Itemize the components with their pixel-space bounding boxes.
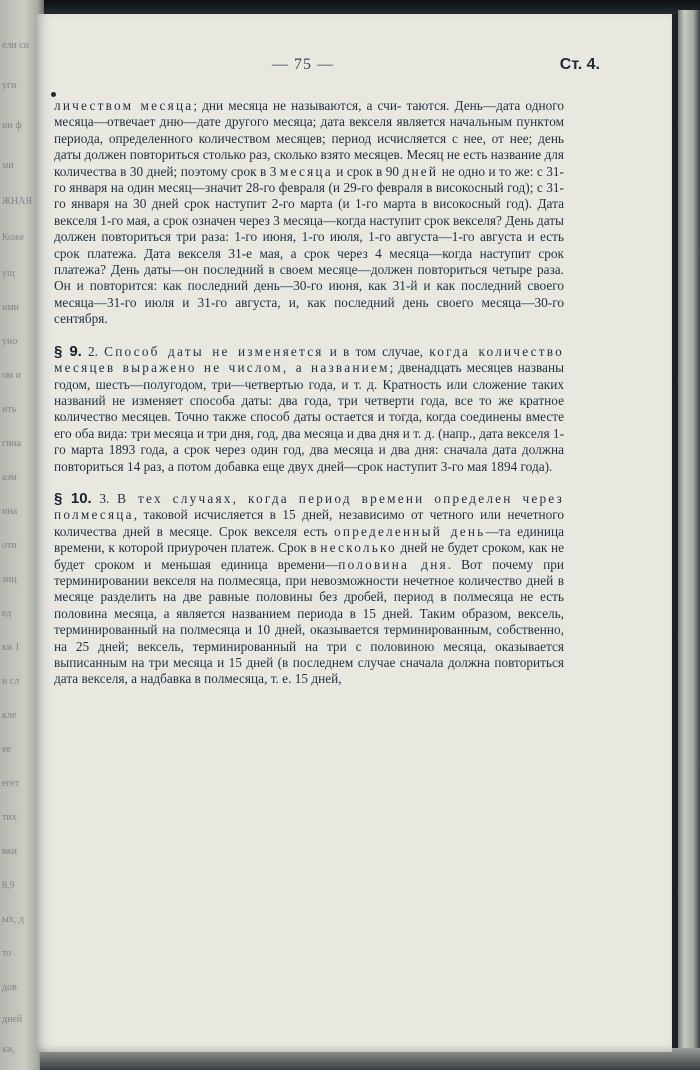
text-run: дней не будет сроком, как не будет сроком и меньшая единица времени— bbox=[54, 540, 564, 572]
left-fragment: Коже bbox=[2, 232, 25, 243]
section-label: § 9. bbox=[54, 342, 82, 360]
text-run: —та единица времени, к которой приурочен платеж. Срок в bbox=[54, 523, 565, 556]
left-fragment: ЖНАЯ bbox=[2, 196, 33, 207]
section-9-text bbox=[54, 344, 564, 475]
page-header bbox=[36, 56, 672, 80]
text-run: ; двенадцать месяцев названы годом, шесть—полугодом, три—четвертью года, и т. д. Кратность или сложение таких названий не изменяет способа даты: два года, три четверти года, все то же кратное количество месяцев. Точно также способ даты остается и тогда, когда соединены вместе его оба вида: три месяца и три дня, год, два месяца и два дня и т. д. (напр., дата векселя 1-го марта 1893 года, а срок через один год, два месяца и два дня: сначала дата должна повториться 14 раз, а потом добавка еще двух дней—срок наступит 3-го мая 1894 года). bbox=[54, 360, 564, 474]
left-fragment: тих bbox=[2, 812, 17, 823]
right-page-edge bbox=[678, 10, 700, 1070]
left-fragment: и сл bbox=[2, 676, 20, 687]
section-label: § 10. bbox=[54, 489, 92, 507]
left-fragment: кле bbox=[2, 710, 17, 721]
left-fragment: уно bbox=[2, 336, 18, 347]
left-fragment: зиц bbox=[2, 574, 17, 585]
left-fragment: ии ф bbox=[2, 120, 22, 131]
spaced-term: дней bbox=[402, 163, 439, 179]
bullet-mark-icon bbox=[51, 92, 56, 97]
spaced-term: В тех случаях, когда период времени определен через полмесяца bbox=[54, 490, 565, 523]
page-body bbox=[54, 98, 564, 704]
left-fragment: ых, д bbox=[2, 914, 24, 925]
left-fragment: азм bbox=[2, 472, 17, 483]
left-fragment: егет bbox=[2, 778, 20, 789]
section-10 bbox=[54, 491, 564, 688]
left-fragment: оти bbox=[2, 540, 17, 551]
spaced-term: месяца bbox=[279, 163, 333, 179]
spaced-term: Способ даты не изменяется bbox=[104, 343, 324, 359]
left-fragment: ом и bbox=[2, 370, 21, 381]
left-fragment: ущ bbox=[2, 268, 15, 279]
left-fragment: то bbox=[2, 948, 12, 959]
left-fragment: ина bbox=[2, 506, 18, 517]
left-fragment: ить bbox=[2, 404, 17, 415]
section-10-text bbox=[54, 491, 564, 688]
left-fragment: ед bbox=[2, 608, 12, 619]
section-9 bbox=[54, 344, 564, 475]
article-reference: Ст. 4. bbox=[559, 56, 600, 73]
spaced-term: определенный день bbox=[334, 523, 486, 539]
paragraph-text bbox=[54, 98, 564, 328]
text-run: и срок в 90 bbox=[332, 163, 403, 179]
left-fragment: ки, bbox=[2, 1044, 15, 1055]
left-fragment: дней bbox=[2, 1014, 23, 1025]
left-fragment: гина bbox=[2, 438, 22, 449]
text-run: , таковой исчисляется в 15 дней, независимо от четного или нечетного количества дней в месяце. Срок векселя есть bbox=[54, 507, 564, 539]
text-run: . Вот почему при терминировании векселя на полмесяца, при невозможности нечетное количество дней в месяце разделить на две равные половины без дробей, период в полмесяца не есть половина месяца, а является названием периода в 15 дней. Таким образом, вексель, терминированный на полмесяца и 10 дней, оказывается терминированным, собственно, на 25 дней; вексель, терминированный на три с половиною месяца, оказывается выписанным на три месяца и 15 дней (в последнем случае сначала должна повториться дата векселя, а надбавка в полмесяца, т. е. 15 дней, bbox=[54, 556, 564, 687]
left-fragment: ими bbox=[2, 302, 20, 313]
text-run: таются. День—дата одного месяца—отвечает дню—дате другого месяца; дата векселя является начальным пунктом периода, определенного количеством месяцев; период исчисляется с нее, от нее; день даты должен повториться столько раз, сколько взято месяцев. Месяц не есть название для количества в 30 дней; поэтому срок в 3 bbox=[54, 98, 564, 179]
top-shadow bbox=[0, 0, 700, 14]
item-number: 3. bbox=[99, 490, 110, 506]
left-fragment: уги bbox=[2, 80, 17, 91]
item-number: 2. bbox=[88, 343, 98, 359]
spaced-term: личеством месяца bbox=[54, 98, 194, 113]
left-fragment: ки 1 bbox=[2, 642, 20, 653]
text-run: ; дни месяца не называются, а счи- bbox=[193, 98, 402, 113]
spaced-term: половина дня bbox=[338, 556, 448, 572]
left-fragment: ми bbox=[2, 160, 14, 171]
left-fragment: ели си bbox=[2, 40, 30, 51]
left-fragment: вки bbox=[2, 846, 17, 857]
left-fragment: 8,9 bbox=[2, 880, 15, 891]
book-page bbox=[36, 14, 672, 1052]
text-run: не одно и то же: с 31-го января на один месяц—значит 28-го февраля (и 29-го февраля в високосный год); с 31-го января на 30 дней срок наступит 2-го марта (и 1-го марта в високосный год). Дата векселя 1-го мая, а срок означен через 3 месяца—когда наступит срок векселя? День даты должен повториться три раза: 1-го июня, 1-го июля, 1-го августа—1-го августа и есть срок платежа. Дата векселя 31-е мая, а срок через 4 месяца—когда наступит срок платежа? День даты—он последний в своем месяце—должен повториться четыре раза. Он и повторится: как последний день—30-го июня, как 31-й и как последний своего месяца—31-го июля и 31-го августа, и, как последний день своего месяца—30-го сентября. bbox=[54, 163, 564, 327]
left-fragment: дов bbox=[2, 982, 17, 993]
left-fragment: ее bbox=[2, 744, 11, 755]
text-run: и в том случае, bbox=[323, 343, 430, 359]
paragraph-continued bbox=[54, 98, 564, 328]
spaced-term: когда количество месяцев выражено не числом, а названием bbox=[54, 343, 564, 376]
page-number: — 75 — bbox=[272, 56, 334, 73]
spaced-term: несколько bbox=[320, 540, 397, 556]
